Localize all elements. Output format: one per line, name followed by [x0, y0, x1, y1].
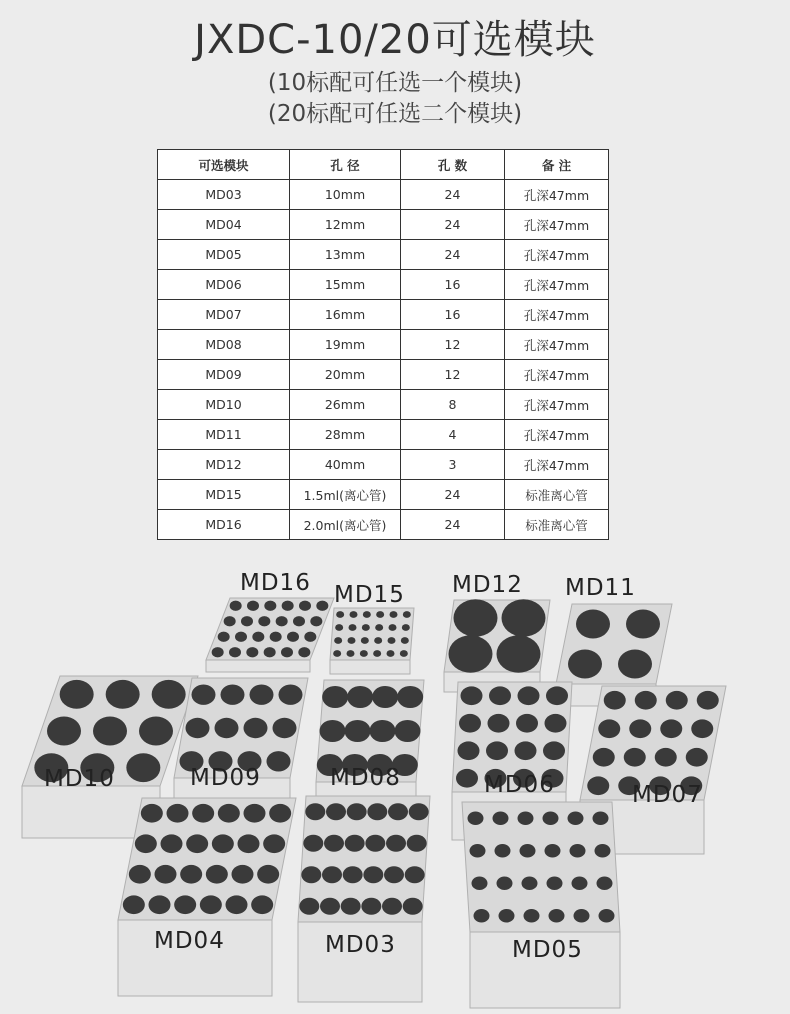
cell-note: 孔深47mm [505, 210, 609, 240]
block-md08-hole [320, 720, 346, 742]
cell-count: 24 [401, 210, 505, 240]
header-module: 可选模块 [158, 150, 290, 180]
block-md04-hole [238, 834, 260, 853]
block-md06-hole [459, 714, 481, 733]
table-row [158, 300, 609, 330]
table-row [158, 240, 609, 270]
block-md16-hole [230, 601, 242, 611]
block-md08-hole [370, 720, 396, 742]
block-md16-hole [247, 601, 259, 611]
block-md16-hole [310, 616, 322, 626]
block-md06-hole [545, 714, 567, 733]
block-md15-hole [336, 611, 344, 618]
block-md06-hole [456, 769, 478, 788]
table-row [158, 510, 609, 540]
cell-diameter: 19mm [290, 330, 401, 360]
cell-module: MD15 [158, 480, 290, 510]
block-md08-hole [345, 720, 371, 742]
block-md10-hole [93, 717, 127, 746]
block-md05-hole [572, 876, 588, 890]
table-row [158, 480, 609, 510]
block-md04-hole [135, 834, 157, 853]
block-md16-hole [281, 647, 293, 657]
block-md04-hole [180, 865, 202, 884]
block-md04-hole [244, 804, 266, 823]
block-md11-hole [626, 610, 660, 639]
label-md05: MD05 [512, 937, 583, 963]
block-md11-hole [576, 610, 610, 639]
block-md03-hole [405, 866, 425, 883]
block-md15-hole [363, 611, 371, 618]
block-md09-hole [244, 718, 268, 738]
block-md10-hole [60, 680, 94, 709]
block-md03-hole [365, 835, 385, 852]
block-md05-hole [574, 909, 590, 923]
block-md05-hole [472, 876, 488, 890]
block-md07-hole [666, 691, 688, 710]
block-md06-hole [461, 686, 483, 705]
cell-count: 12 [401, 360, 505, 390]
block-md03-hole [303, 835, 323, 852]
block-md09-hole [279, 684, 303, 704]
block-md16-hole [246, 647, 258, 657]
block-md09-hole [267, 751, 291, 771]
header-diameter: 孔 径 [290, 150, 401, 180]
block-md03-hole [320, 898, 340, 915]
block-md15-hole [349, 624, 357, 631]
block-md04-hole [129, 865, 151, 884]
cell-note: 孔深47mm [505, 180, 609, 210]
block-md16-hole [287, 632, 299, 642]
block-md04-hole [200, 895, 222, 914]
table-row [158, 450, 609, 480]
block-md09-hole [221, 684, 245, 704]
block-md15-hole [402, 624, 410, 631]
block-md04-hole [192, 804, 214, 823]
block-md04-hole [257, 865, 279, 884]
cell-module: MD07 [158, 300, 290, 330]
block-md06-hole [515, 741, 537, 760]
block-md05-hole [495, 844, 511, 858]
block-md04-hole [141, 804, 163, 823]
block-md05-hole [518, 811, 534, 825]
block-md05-hole [545, 844, 561, 858]
cell-diameter: 40mm [290, 450, 401, 480]
label-md11: MD11 [565, 575, 636, 601]
module-spec-table [157, 149, 609, 540]
block-md03-hole [382, 898, 402, 915]
block-md03-hole [324, 835, 344, 852]
cell-module: MD04 [158, 210, 290, 240]
block-md05-hole [595, 844, 611, 858]
subtitle-standard-20: (20标配可任选二个模块) [267, 101, 523, 127]
table-row [158, 330, 609, 360]
block-md05-hole [549, 909, 565, 923]
block-md12-hole [454, 599, 498, 636]
block-md16-hole [299, 601, 311, 611]
block-md16-hole [304, 632, 316, 642]
block-md07-hole [697, 691, 719, 710]
cell-note: 标准离心管 [505, 510, 609, 540]
cell-diameter: 15mm [290, 270, 401, 300]
block-md08-hole [322, 686, 348, 708]
block-md16-hole [218, 632, 230, 642]
block-md15-hole [335, 624, 343, 631]
block-md05-hole [599, 909, 615, 923]
cell-count: 16 [401, 300, 505, 330]
block-md07-hole [635, 691, 657, 710]
block-md09-hole [273, 718, 297, 738]
block-md15-hole [362, 624, 370, 631]
block-md04-hole [218, 804, 240, 823]
header-count: 孔 数 [401, 150, 505, 180]
block-md04-hole [232, 865, 254, 884]
block-md16-hole [212, 647, 224, 657]
block-md15-hole [387, 650, 395, 657]
block-md16-hole [229, 647, 241, 657]
block-md15-hole [375, 624, 383, 631]
block-md03-hole [343, 866, 363, 883]
cell-module: MD03 [158, 180, 290, 210]
block-md15-hole [348, 637, 356, 644]
block-md09-hole [215, 718, 239, 738]
block-md05-hole [524, 909, 540, 923]
cell-count: 4 [401, 420, 505, 450]
block-md15-hole [333, 650, 341, 657]
cell-module: MD16 [158, 510, 290, 540]
block-md16-front-face [206, 660, 310, 672]
block-md06-hole [489, 686, 511, 705]
label-md15: MD15 [334, 582, 405, 608]
block-md03-hole [367, 803, 387, 820]
table-row [158, 390, 609, 420]
block-md04-hole [206, 865, 228, 884]
block-md05-hole [493, 811, 509, 825]
cell-count: 8 [401, 390, 505, 420]
block-md16-hole [293, 616, 305, 626]
block-md16-hole [252, 632, 264, 642]
table-row [158, 420, 609, 450]
cell-count: 24 [401, 240, 505, 270]
cell-count: 3 [401, 450, 505, 480]
block-md15-hole [403, 611, 411, 618]
cell-diameter: 28mm [290, 420, 401, 450]
block-md06-hole [546, 686, 568, 705]
block-md05-hole [497, 876, 513, 890]
block-md04-hole [149, 895, 171, 914]
block-md09-hole [250, 684, 274, 704]
block-md04-hole [251, 895, 273, 914]
block-md15-hole [401, 637, 409, 644]
block-md15-hole [389, 624, 397, 631]
cell-module: MD11 [158, 420, 290, 450]
block-md16-hole [298, 647, 310, 657]
table-row [158, 180, 609, 210]
block-md16-hole [264, 647, 276, 657]
block-md04-hole [212, 834, 234, 853]
block-md05-hole [522, 876, 538, 890]
block-md15-hole [390, 611, 398, 618]
block-md16-hole [276, 616, 288, 626]
cell-module: MD09 [158, 360, 290, 390]
block-md03-hole [305, 803, 325, 820]
cell-diameter: 10mm [290, 180, 401, 210]
block-md03-hole [409, 803, 429, 820]
block-md05-hole [470, 844, 486, 858]
block-md12-hole [449, 635, 493, 672]
block-md06-hole [516, 714, 538, 733]
block-md15-hole [361, 637, 369, 644]
block-md16-hole [270, 632, 282, 642]
subtitle-standard-10: (10标配可任选一个模块) [267, 70, 523, 96]
block-md05-hole [568, 811, 584, 825]
block-md05-hole [597, 876, 613, 890]
block-md05-hole [520, 844, 536, 858]
block-md03-hole [388, 803, 408, 820]
block-md10-hole [139, 717, 173, 746]
cell-note: 孔深47mm [505, 270, 609, 300]
block-md03-hole [363, 866, 383, 883]
block-md06-hole [518, 686, 540, 705]
block-md15-hole [350, 611, 358, 618]
block-md03-hole [299, 898, 319, 915]
block-md04-hole [186, 834, 208, 853]
block-md05-hole [547, 876, 563, 890]
cell-note: 孔深47mm [505, 420, 609, 450]
block-md10-hole [152, 680, 186, 709]
table-header-row [158, 150, 609, 180]
cell-module: MD06 [158, 270, 290, 300]
cell-diameter: 20mm [290, 360, 401, 390]
table-row [158, 270, 609, 300]
block-md03-hole [345, 835, 365, 852]
label-md16: MD16 [240, 570, 311, 596]
block-md03-hole [384, 866, 404, 883]
block-md07-hole [691, 719, 713, 738]
block-md07-hole [587, 776, 609, 795]
block-md11-hole [618, 650, 652, 679]
block-md03-hole [341, 898, 361, 915]
label-md10: MD10 [44, 766, 115, 792]
block-md03-hole [301, 866, 321, 883]
block-md07-hole [604, 691, 626, 710]
block-md05-hole [543, 811, 559, 825]
cell-diameter: 1.5ml(离心管) [290, 480, 401, 510]
block-md08-hole [395, 720, 421, 742]
block-md16-hole [224, 616, 236, 626]
block-md07-hole [655, 748, 677, 767]
block-md07-hole [686, 748, 708, 767]
block-md05-hole [499, 909, 515, 923]
block-md05-hole [570, 844, 586, 858]
block-md07-hole [598, 719, 620, 738]
block-md05-hole [593, 811, 609, 825]
block-md15-hole [360, 650, 368, 657]
label-md04: MD04 [154, 928, 225, 954]
block-md15-hole [347, 650, 355, 657]
block-md04-hole [263, 834, 285, 853]
cell-diameter: 2.0ml(离心管) [290, 510, 401, 540]
block-md15-hole [388, 637, 396, 644]
block-md04-hole [161, 834, 183, 853]
block-md04-hole [167, 804, 189, 823]
block-md15-hole [376, 611, 384, 618]
cell-note: 孔深47mm [505, 450, 609, 480]
block-md16-hole [235, 632, 247, 642]
block-md03-hole [322, 866, 342, 883]
block-md16-hole [241, 616, 253, 626]
block-md03-hole [347, 803, 367, 820]
cell-note: 标准离心管 [505, 480, 609, 510]
cell-count: 16 [401, 270, 505, 300]
cell-note: 孔深47mm [505, 390, 609, 420]
block-md09-hole [192, 684, 216, 704]
label-md08: MD08 [330, 765, 401, 791]
cell-diameter: 16mm [290, 300, 401, 330]
block-md06-hole [486, 741, 508, 760]
block-md03-hole [386, 835, 406, 852]
block-md15-front-face [330, 660, 410, 674]
cell-module: MD10 [158, 390, 290, 420]
block-md09-hole [186, 718, 210, 738]
cell-count: 24 [401, 180, 505, 210]
block-md15-hole [334, 637, 342, 644]
block-md07-hole [629, 719, 651, 738]
cell-module: MD05 [158, 240, 290, 270]
block-md16-hole [282, 601, 294, 611]
block-md05-hole [474, 909, 490, 923]
header-note: 备 注 [505, 150, 609, 180]
block-md10-hole [106, 680, 140, 709]
cell-diameter: 26mm [290, 390, 401, 420]
cell-diameter: 12mm [290, 210, 401, 240]
table-row [158, 360, 609, 390]
block-md03-hole [326, 803, 346, 820]
table-row [158, 210, 609, 240]
label-md03: MD03 [325, 932, 396, 958]
cell-count: 24 [401, 480, 505, 510]
label-md12: MD12 [452, 572, 523, 598]
label-md07: MD07 [632, 782, 703, 808]
block-md07-hole [660, 719, 682, 738]
block-md08-hole [347, 686, 373, 708]
block-md16-hole [264, 601, 276, 611]
block-md04-hole [123, 895, 145, 914]
block-md06-hole [543, 741, 565, 760]
block-md11-hole [568, 650, 602, 679]
cell-note: 孔深47mm [505, 240, 609, 270]
block-md07-hole [593, 748, 615, 767]
cell-diameter: 13mm [290, 240, 401, 270]
block-md06-hole [488, 714, 510, 733]
block-md10-hole [47, 717, 81, 746]
cell-module: MD12 [158, 450, 290, 480]
block-md04-hole [269, 804, 291, 823]
cell-note: 孔深47mm [505, 300, 609, 330]
block-md10-hole [126, 753, 160, 782]
block-md08-hole [397, 686, 423, 708]
block-md04-hole [174, 895, 196, 914]
block-md15-hole [373, 650, 381, 657]
block-md15-hole [400, 650, 408, 657]
block-md04-hole [226, 895, 248, 914]
cell-count: 24 [401, 510, 505, 540]
block-md03-hole [407, 835, 427, 852]
cell-count: 12 [401, 330, 505, 360]
block-md04-hole [155, 865, 177, 884]
block-md05-hole [468, 811, 484, 825]
label-md06: MD06 [484, 772, 555, 798]
block-md03-hole [361, 898, 381, 915]
cell-note: 孔深47mm [505, 330, 609, 360]
block-md16-hole [316, 601, 328, 611]
block-md15-hole [374, 637, 382, 644]
block-md03-hole [403, 898, 423, 915]
cell-note: 孔深47mm [505, 360, 609, 390]
block-md16-hole [258, 616, 270, 626]
block-md06-hole [458, 741, 480, 760]
block-md12-hole [497, 635, 541, 672]
cell-module: MD08 [158, 330, 290, 360]
block-md12-hole [502, 599, 546, 636]
module-photo [0, 560, 790, 1014]
block-md08-hole [372, 686, 398, 708]
label-md09: MD09 [190, 765, 261, 791]
block-md07-hole [624, 748, 646, 767]
page-title: JXDC-10/20可选模块 [194, 17, 596, 63]
